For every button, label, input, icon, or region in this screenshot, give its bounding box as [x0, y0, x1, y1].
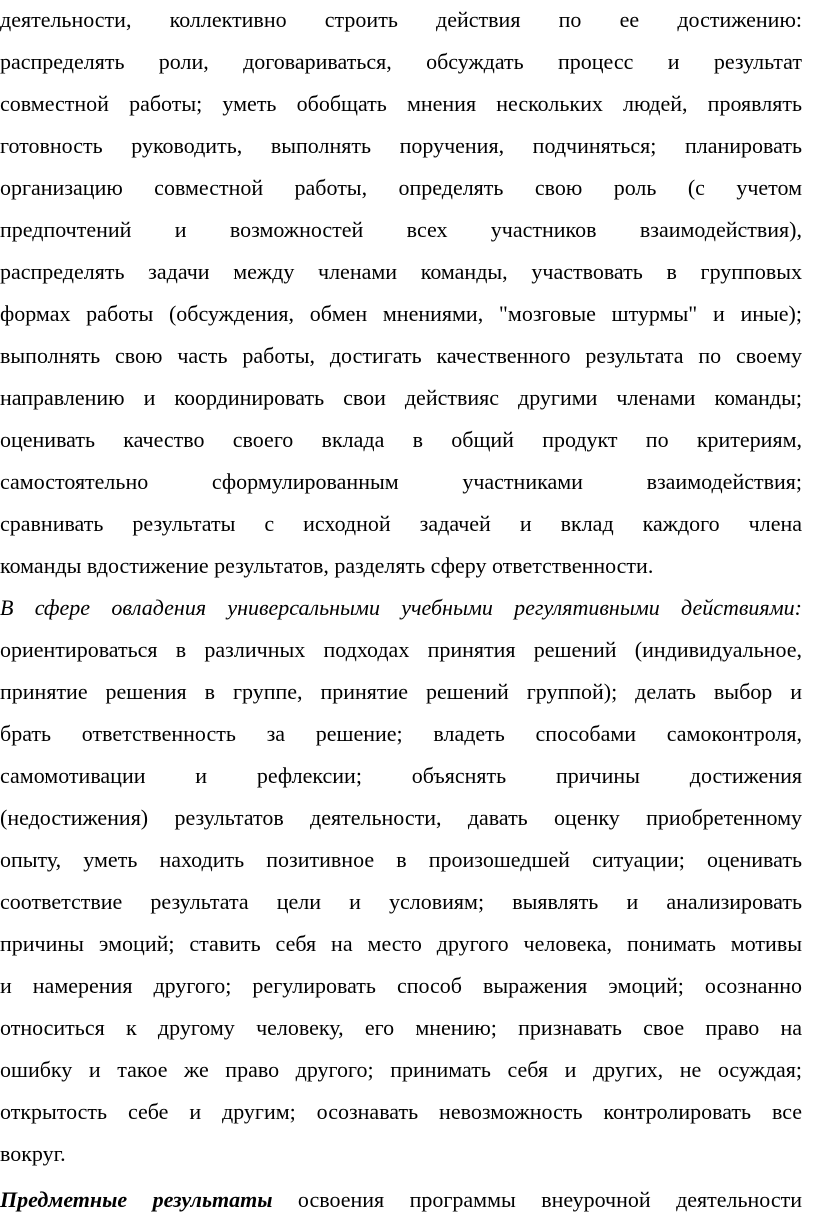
bold-lead: Предметные результаты: [0, 1187, 273, 1212]
text-line: готовность руководить, выполнять поручения, подчиняться; планировать: [0, 133, 802, 158]
text-line: команды вдостижение результатов, разделять сферу ответственности.: [0, 553, 654, 578]
text-line: организацию совместной работы, определять свою роль (с учетом: [0, 175, 802, 200]
text-line: предпочтений и возможностей всех участников взаимодействия),: [0, 217, 802, 242]
text-line: сравнивать результаты с исходной задачей и вклад каждого члена: [0, 511, 802, 536]
text-line: соответствие результата цели и условиям; выявлять и анализировать: [0, 889, 802, 914]
text-line: формах работы (обсуждения, обмен мнениями, "мозговые штурмы" и иные);: [0, 301, 802, 326]
text-line: вокруг.: [0, 1141, 66, 1166]
text-line: (недостижения) результатов деятельности, давать оценку приобретенному: [0, 805, 802, 830]
text-line: ошибку и такое же право другого; принимать себя и других, не осуждая;: [0, 1057, 802, 1082]
text-line: принятие решения в группе, принятие решений группой); делать выбор и: [0, 679, 802, 704]
text-line: ориентироваться в различных подходах принятия решений (индивидуальное,: [0, 637, 802, 662]
text-line: брать ответственность за решение; владеть способами самоконтроля,: [0, 721, 802, 746]
text-line: распределять роли, договариваться, обсуждать процесс и результат: [0, 49, 802, 74]
text-span: освоения программы внеурочной деятельности: [272, 1187, 803, 1212]
text-line: совместной работы; уметь обобщать мнения нескольких людей, проявлять: [0, 91, 802, 116]
text-line: самомотивации и рефлексии; объяснять причины достижения: [0, 763, 802, 788]
text-line: опыту, уметь находить позитивное в произошедшей ситуации; оценивать: [0, 847, 802, 872]
text-line: открытость себе и другим; осознавать невозможность контролировать все: [0, 1099, 802, 1124]
text-line: [0, 1185, 802, 1215]
text-line: причины эмоций; ставить себя на место другого человека, понимать мотивы: [0, 931, 802, 956]
text-line: деятельности, коллективно строить действия по ее достижению:: [0, 7, 802, 32]
text-line: самостоятельно сформулированным участниками взаимодействия;: [0, 469, 802, 494]
text-line: и намерения другого; регулировать способ выражения эмоций; осознанно: [0, 973, 802, 998]
text-line: оценивать качество своего вклада в общий продукт по критериям,: [0, 427, 802, 452]
text-line: направлению и координировать свои действияс другими членами команды;: [0, 385, 802, 410]
section-heading: В сфере овладения универсальными учебными регулятивными действиями:: [0, 595, 802, 620]
text-line: относиться к другому человеку, его мнению; признавать свое право на: [0, 1015, 802, 1040]
text-line: распределять задачи между членами команды, участвовать в групповых: [0, 259, 802, 284]
text-line: выполнять свою часть работы, достигать качественного результата по своему: [0, 343, 802, 368]
